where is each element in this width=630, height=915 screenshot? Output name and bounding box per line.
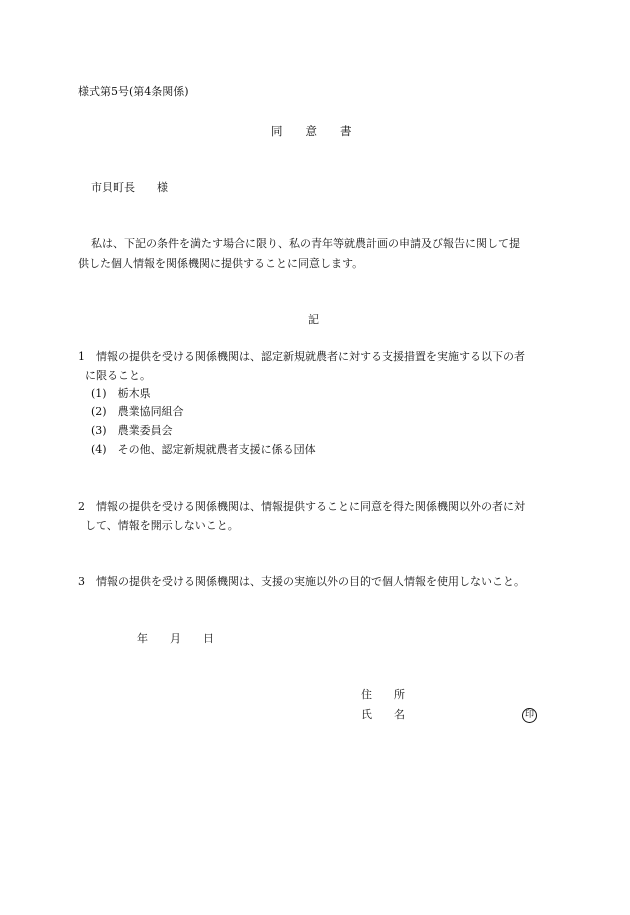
item-1-line-2: に限ること。 — [85, 369, 151, 382]
item-2-line-1: 2 情報の提供を受ける関係機関は、情報提供することに同意を得た関係機関以外の者に対 — [78, 500, 525, 513]
name-label: 氏 名 — [361, 708, 405, 721]
date-line: 年 月 日 — [137, 632, 214, 645]
body-line-2: 供した個人情報を関係機関に提供することに同意します。 — [78, 257, 364, 270]
seal-mark: 印 — [522, 708, 537, 723]
document-title: 同 意 書 — [271, 124, 352, 138]
form-number: 様式第5号(第4条関係) — [78, 85, 189, 98]
ki-heading: 記 — [308, 313, 319, 326]
subitem-1: (1) 栃木県 — [91, 387, 151, 400]
item-2-line-2: して、情報を開示しないこと。 — [85, 519, 239, 532]
item-1-line-1: 1 情報の提供を受ける関係機関は、認定新規就農者に対する支援措置を実施する以下の者 — [78, 350, 525, 363]
addressee: 市貝町長 様 — [91, 181, 168, 194]
subitem-3: (3) 農業委員会 — [91, 424, 173, 437]
body-line-1: 私は、下記の条件を満たす場合に限り、私の青年等就農計画の申請及び報告に関して提 — [91, 237, 520, 250]
subitem-4: (4) その他、認定新規就農者支援に係る団体 — [91, 443, 316, 456]
subitem-2: (2) 農業協同組合 — [91, 405, 184, 418]
item-3-line-1: 3 情報の提供を受ける関係機関は、支援の実施以外の目的で個人情報を使用しないこと。 — [78, 575, 525, 588]
address-label: 住 所 — [361, 688, 405, 701]
